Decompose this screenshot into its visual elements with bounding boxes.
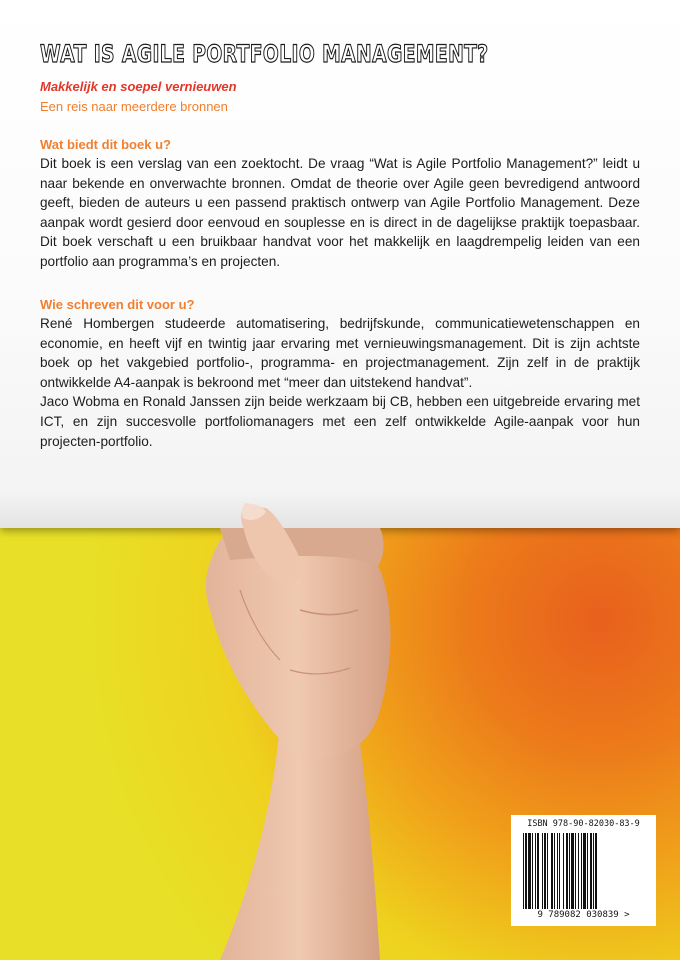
barcode-bar	[593, 833, 594, 909]
barcode-bar	[535, 833, 536, 909]
barcode-bar	[595, 833, 597, 909]
barcode-icon	[523, 833, 644, 909]
barcode-bar	[590, 833, 592, 909]
section-text-what	[40, 154, 640, 272]
barcode-bar	[569, 833, 570, 909]
barcode-bar	[542, 833, 543, 909]
barcode-bar	[523, 833, 524, 909]
barcode-bar	[559, 833, 560, 909]
paragraph-authors-wobma-janssen: Jaco Wobma en Ronald Janssen zijn beide werkzaam bij CB, hebben een uitgebreide ervaring met ICT, en zijn succesvolle portfoliomanagers met een zelf ontwikkelde Agile-aanpak voor hun projecten-portfolio.	[40, 394, 640, 449]
barcode-bar	[551, 833, 553, 909]
barcode-bar	[563, 833, 564, 909]
barcode-bar	[528, 833, 531, 909]
barcode-bar	[547, 833, 548, 909]
barcode-bar	[537, 833, 539, 909]
isbn-label: ISBN 978-90-82030-83-9	[527, 819, 640, 829]
barcode-bar	[554, 833, 555, 909]
section-heading-authors: Wie schreven dit voor u?	[40, 297, 195, 312]
barcode-bar	[578, 833, 579, 909]
section-text-authors	[40, 314, 640, 451]
book-subtitle: Makkelijk en soepel vernieuwen	[40, 79, 237, 94]
barcode-bar	[571, 833, 574, 909]
paragraph-author-hombergen: René Hombergen studeerde automatisering, bedrijfskunde, communicatiewetenschappen en economie, en heeft vijf en twintig jaar ervaring met vernieuwingsmanagement. Dit is zijn achtste boek op het vakgebied portfolio-, programma- en projectmanagement. Zijn zelf in de praktijk ontwikkelde A4-aanpak is bekroond met “meer dan uitstekend handvat”.	[40, 316, 640, 390]
barcode-digits: 9 789082 030839 >	[537, 910, 630, 920]
barcode-bar	[544, 833, 546, 909]
paragraph-description: Dit boek is een verslag van een zoektocht. De vraag “Wat is Agile Portfolio Management?” leidt u naar bekende en onverwachte bronnen. Omdat de theorie over Agile geen bevredigend antwoord geeft, bieden de auteurs u een passend praktisch ontwerp van Agile Portfolio Management. Deze aanpak wordt gesierd door eenvoud en souplesse en is direct in de dagelijkse praktijk toepasbaar. Dit boek verschaft u een bruikbaar handvat voor het makkelijk en laagdrempelig leiden van een portfolio aan programma’s en projecten.	[40, 156, 640, 269]
barcode-bar	[557, 833, 558, 909]
barcode-bar	[587, 833, 588, 909]
book-title: WAT IS AGILE PORTFOLIO MANAGEMENT?	[40, 40, 489, 68]
barcode	[511, 815, 656, 926]
section-heading-what: Wat biedt dit boek u?	[40, 137, 171, 152]
barcode-bar	[581, 833, 582, 909]
book-tagline: Een reis naar meerdere bronnen	[40, 99, 228, 114]
barcode-bar	[575, 833, 576, 909]
barcode-bar	[525, 833, 527, 909]
barcode-bar	[532, 833, 533, 909]
barcode-bar	[583, 833, 586, 909]
hand-icon	[180, 470, 440, 960]
barcode-bar	[566, 833, 568, 909]
